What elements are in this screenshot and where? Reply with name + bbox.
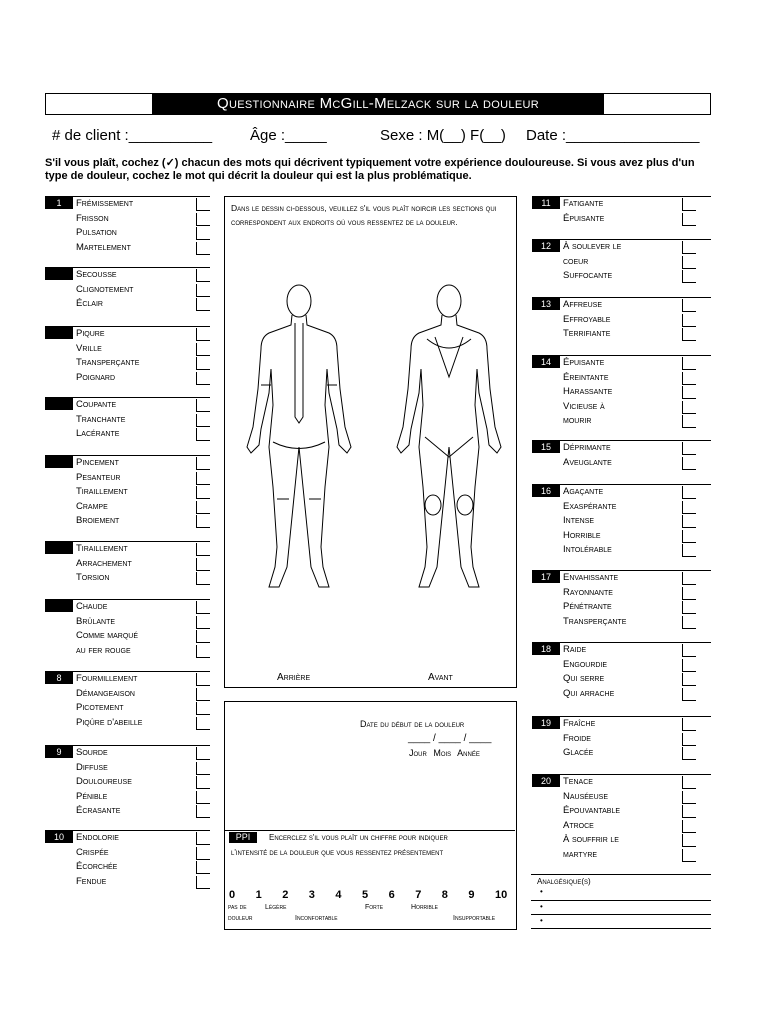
descriptor-word: Agaçante — [563, 486, 604, 497]
descriptor-word: Éreintante — [563, 371, 609, 383]
descriptor-checkbox[interactable] — [196, 791, 210, 804]
descriptor-word: Coupante — [76, 399, 117, 410]
descriptor-word: Exaspérante — [563, 500, 617, 512]
analgesic-bullet: • — [540, 902, 543, 911]
right-section — [532, 642, 711, 705]
section-number: 12 — [532, 240, 560, 252]
descriptor-checkbox[interactable] — [682, 372, 696, 385]
title-bar — [45, 93, 711, 115]
descriptor-word: Déprimante — [563, 442, 611, 453]
analgesic-label: Analgésique(s) — [537, 877, 591, 886]
descriptor-checkbox[interactable] — [682, 314, 696, 327]
descriptor-checkbox[interactable] — [196, 428, 210, 441]
descriptor-checkbox[interactable] — [196, 269, 210, 282]
descriptor-word: Engourdie — [563, 658, 608, 670]
descriptor-word: Écrasante — [76, 805, 121, 816]
descriptor-checkbox[interactable] — [196, 702, 210, 715]
ppi-anchor-pain: douleur — [228, 915, 253, 922]
descriptor-word: Qui arrache — [563, 687, 615, 699]
descriptor-word: Nauséeuse — [563, 790, 608, 802]
age-field[interactable]: Âge :_____ — [250, 127, 327, 144]
descriptor-checkbox[interactable] — [196, 558, 210, 571]
descriptor-word: Écorchée — [76, 861, 118, 872]
descriptor-checkbox[interactable] — [682, 587, 696, 600]
descriptor-word: mourir — [563, 415, 592, 426]
descriptor-word: Chaude — [76, 601, 108, 612]
descriptor-word: Fourmillement — [76, 673, 138, 684]
section-number: 18 — [532, 643, 560, 655]
descriptor-word: Vicieuse à — [563, 400, 605, 412]
page-title: Questionnaire McGill-Melzack sur la douleur — [152, 94, 604, 114]
instructions: S'il vous plaît, cochez (✓) chacun des mots qui décrivent typiquement votre expérience douloureuse. Si vous avez plus d'un type de douleur, cochez le mot qui décrit la douleur qui est la plus problématique. — [45, 157, 695, 182]
right-section — [532, 239, 711, 288]
descriptor-checkbox[interactable] — [682, 849, 696, 862]
onset-blanks[interactable]: ____ / ____ / ____ — [408, 733, 492, 744]
left-section — [45, 671, 210, 734]
descriptor-word: Douloureuse — [76, 776, 132, 787]
descriptor-checkbox[interactable] — [682, 198, 696, 211]
left-section — [45, 196, 210, 259]
descriptor-word: Piqure — [76, 328, 105, 339]
descriptor-word: Affreuse — [563, 299, 603, 310]
descriptor-word: Frémissement — [76, 198, 134, 209]
left-section — [45, 397, 210, 446]
descriptor-checkbox[interactable] — [682, 805, 696, 818]
descriptor-word: Transperçante — [76, 357, 140, 368]
descriptor-checkbox[interactable] — [196, 861, 210, 874]
onset-units: Jour Mois Année — [409, 748, 480, 758]
ppi-number[interactable]: 8 — [441, 889, 448, 901]
section-number: 19 — [532, 717, 560, 729]
descriptor-checkbox[interactable] — [682, 718, 696, 731]
descriptor-checkbox[interactable] — [196, 198, 210, 211]
ppi-number[interactable]: 0 — [229, 889, 236, 901]
onset-label: Date du début de la douleur — [360, 719, 465, 729]
descriptor-word: Pulsation — [76, 227, 117, 238]
descriptor-checkbox[interactable] — [682, 401, 696, 414]
descriptor-word: Tenace — [563, 776, 593, 787]
descriptor-checkbox[interactable] — [196, 616, 210, 629]
descriptor-word: Lacérante — [76, 428, 120, 439]
descriptor-word: martyre — [563, 848, 598, 860]
ppi-number[interactable]: 6 — [388, 889, 395, 901]
ppi-anchor-horrible: Horrible — [411, 904, 439, 911]
descriptor-word: Qui serre — [563, 673, 605, 684]
descriptor-checkbox[interactable] — [196, 762, 210, 775]
section-number — [45, 600, 73, 612]
left-section — [45, 541, 210, 590]
descriptor-word: Terrifiante — [563, 328, 611, 339]
descriptor-checkbox[interactable] — [196, 357, 210, 370]
descriptor-checkbox[interactable] — [196, 298, 210, 311]
descriptor-checkbox[interactable] — [196, 630, 210, 643]
descriptor-checkbox[interactable] — [196, 457, 210, 470]
descriptor-checkbox[interactable] — [682, 820, 696, 833]
body-figures[interactable] — [233, 277, 509, 627]
client-number-field[interactable]: # de client :__________ — [52, 127, 213, 144]
descriptor-word: Brûlante — [76, 615, 116, 627]
ppi-anchor-uncomfortable: Inconfortable — [295, 915, 338, 922]
analgesic-line[interactable] — [531, 900, 711, 901]
descriptor-word: Froide — [563, 732, 591, 744]
descriptor-checkbox[interactable] — [196, 284, 210, 297]
descriptor-word: Éclair — [76, 298, 103, 309]
left-section — [45, 599, 210, 662]
onset-ppi-box — [224, 701, 517, 930]
descriptor-word: Suffocante — [563, 270, 613, 281]
descriptor-checkbox[interactable] — [682, 415, 696, 428]
ppi-anchor-light: Légère — [265, 904, 287, 911]
descriptor-checkbox[interactable] — [682, 659, 696, 672]
descriptor-checkbox[interactable] — [196, 372, 210, 385]
section-number: 9 — [45, 746, 73, 758]
ppi-text-1: Encerclez s'il vous plaît un chiffre pour indiquer — [269, 833, 448, 842]
descriptor-checkbox[interactable] — [196, 242, 210, 255]
section-number — [45, 456, 73, 468]
body-diagram-box — [224, 196, 517, 688]
descriptor-word: Fraîche — [563, 718, 596, 729]
ppi-anchor-unbearable: Insupportable — [453, 915, 496, 922]
descriptor-checkbox[interactable] — [682, 733, 696, 746]
ppi-tag: PPI — [229, 832, 257, 843]
ppi-number[interactable]: 10 — [495, 889, 508, 901]
descriptor-checkbox[interactable] — [196, 601, 210, 614]
descriptor-word: À souffrir le — [563, 834, 619, 845]
date-field[interactable]: Date :________________ — [526, 127, 700, 144]
descriptor-word: Pincement — [76, 457, 119, 468]
ppi-number[interactable]: 7 — [415, 889, 422, 901]
section-number: 8 — [45, 672, 73, 684]
descriptor-word: Sourde — [76, 747, 108, 758]
section-number: 15 — [532, 441, 560, 453]
descriptor-checkbox[interactable] — [682, 486, 696, 499]
descriptor-word: Torsion — [76, 572, 110, 583]
descriptor-word: Endolorie — [76, 832, 119, 843]
descriptor-word: Poignard — [76, 371, 116, 383]
right-section — [532, 570, 711, 633]
descriptor-word: Martelement — [76, 241, 131, 253]
descriptor-checkbox[interactable] — [682, 501, 696, 514]
descriptor-word: Piqûre d'abeille — [76, 716, 143, 728]
descriptor-word: Arrachement — [76, 557, 132, 569]
descriptor-checkbox[interactable] — [196, 876, 210, 889]
descriptor-word: Intolérable — [563, 544, 612, 555]
section-number: 1 — [45, 197, 73, 209]
descriptor-word: Aveuglante — [563, 456, 612, 468]
left-section — [45, 830, 210, 893]
descriptor-word: Glacée — [563, 747, 594, 758]
descriptor-checkbox[interactable] — [682, 256, 696, 269]
descriptor-checkbox[interactable] — [682, 601, 696, 614]
descriptor-word: Raide — [563, 644, 587, 655]
analgesic-line[interactable] — [531, 914, 711, 915]
descriptor-checkbox[interactable] — [682, 213, 696, 226]
ppi-number[interactable]: 5 — [362, 889, 369, 901]
descriptor-checkbox[interactable] — [682, 673, 696, 686]
right-section — [532, 484, 711, 562]
descriptor-word: Pénible — [76, 790, 108, 802]
section-number — [45, 268, 73, 280]
section-number: 16 — [532, 485, 560, 497]
descriptor-checkbox[interactable] — [682, 747, 696, 760]
front-figure — [397, 285, 501, 587]
ppi-anchor-strong: Forte — [365, 904, 384, 911]
section-number: 17 — [532, 571, 560, 583]
descriptor-word: coeur — [563, 255, 589, 267]
descriptor-checkbox[interactable] — [196, 414, 210, 427]
left-section — [45, 267, 210, 316]
descriptor-checkbox[interactable] — [682, 688, 696, 701]
descriptor-checkbox[interactable] — [196, 832, 210, 845]
descriptor-checkbox[interactable] — [196, 572, 210, 585]
descriptor-word: Tiraillement — [76, 543, 128, 554]
descriptor-word: Effroyable — [563, 313, 611, 325]
descriptor-word: Épuisante — [563, 357, 605, 368]
descriptor-checkbox[interactable] — [682, 386, 696, 399]
descriptor-checkbox[interactable] — [196, 805, 210, 818]
descriptor-checkbox[interactable] — [682, 834, 696, 847]
descriptor-checkbox[interactable] — [682, 241, 696, 254]
descriptor-word: Transperçante — [563, 615, 627, 627]
ppi-number[interactable]: 3 — [308, 889, 315, 901]
analgesic-bullet: • — [540, 916, 543, 925]
descriptor-checkbox[interactable] — [196, 227, 210, 240]
descriptor-word: Fendue — [76, 875, 107, 887]
descriptor-word: Intense — [563, 515, 595, 526]
analgesic-line[interactable] — [531, 928, 711, 929]
descriptor-word: au fer rouge — [76, 644, 131, 656]
descriptor-checkbox[interactable] — [196, 543, 210, 556]
descriptor-checkbox[interactable] — [196, 343, 210, 356]
descriptor-word: Tranchante — [76, 413, 126, 425]
descriptor-checkbox[interactable] — [196, 501, 210, 514]
descriptor-checkbox[interactable] — [196, 645, 210, 658]
descriptor-word: Horrible — [563, 529, 601, 541]
right-section — [532, 774, 711, 866]
section-number — [45, 398, 73, 410]
right-section — [532, 355, 711, 433]
label-back: Arrière — [277, 672, 311, 683]
right-section — [532, 297, 711, 346]
descriptor-word: Vrille — [76, 342, 102, 354]
ppi-anchor-none: pas de — [228, 904, 247, 911]
descriptor-checkbox[interactable] — [682, 457, 696, 470]
descriptor-checkbox[interactable] — [196, 847, 210, 860]
analgesic-bullet: • — [540, 887, 543, 896]
descriptor-checkbox[interactable] — [682, 442, 696, 455]
back-figure — [247, 285, 351, 587]
descriptor-word: Fatigante — [563, 198, 604, 209]
descriptor-word: Frisson — [76, 212, 109, 224]
descriptor-word: Crispée — [76, 846, 109, 858]
section-number: 20 — [532, 775, 560, 787]
descriptor-checkbox[interactable] — [682, 544, 696, 557]
section-number: 11 — [532, 197, 560, 209]
section-number: 13 — [532, 298, 560, 310]
left-section — [45, 455, 210, 533]
descriptor-word: Diffuse — [76, 761, 108, 773]
descriptor-checkbox[interactable] — [682, 616, 696, 629]
descriptor-checkbox[interactable] — [682, 572, 696, 585]
descriptor-word: Démangeaison — [76, 687, 135, 699]
ppi-number[interactable]: 2 — [282, 889, 289, 901]
descriptor-word: Crampe — [76, 500, 108, 512]
descriptor-word: Épuisante — [563, 212, 605, 224]
descriptor-checkbox[interactable] — [682, 328, 696, 341]
descriptor-checkbox[interactable] — [682, 776, 696, 789]
ppi-text-2: l'intensité de la douleur que vous ressentez présentement — [231, 848, 444, 857]
descriptor-word: Rayonnante — [563, 586, 613, 598]
descriptor-word: Comme marqué — [76, 630, 138, 641]
section-number: 14 — [532, 356, 560, 368]
descriptor-checkbox[interactable] — [682, 515, 696, 528]
descriptor-checkbox[interactable] — [196, 399, 210, 412]
descriptor-checkbox[interactable] — [196, 688, 210, 701]
right-section — [532, 440, 711, 474]
right-section — [532, 196, 711, 230]
ppi-divider — [225, 830, 515, 831]
section-number — [45, 542, 73, 554]
ppi-number[interactable]: 4 — [335, 889, 342, 901]
descriptor-checkbox[interactable] — [196, 673, 210, 686]
ppi-number[interactable]: 9 — [468, 889, 475, 901]
right-section — [532, 716, 711, 765]
descriptor-word: Tiraillement — [76, 486, 128, 497]
descriptor-checkbox[interactable] — [196, 213, 210, 226]
descriptor-checkbox[interactable] — [682, 299, 696, 312]
descriptor-word: Harassante — [563, 386, 613, 397]
descriptor-checkbox[interactable] — [682, 357, 696, 370]
descriptor-word: Envahissante — [563, 572, 619, 583]
left-section — [45, 745, 210, 823]
descriptor-checkbox[interactable] — [682, 791, 696, 804]
descriptor-checkbox[interactable] — [196, 776, 210, 789]
descriptor-word: Secousse — [76, 269, 117, 280]
descriptor-checkbox[interactable] — [196, 328, 210, 341]
descriptor-checkbox[interactable] — [196, 747, 210, 760]
descriptor-word: Broiement — [76, 515, 120, 526]
descriptor-checkbox[interactable] — [196, 717, 210, 730]
section-number: 10 — [45, 831, 73, 843]
descriptor-word: Épouvantable — [563, 805, 621, 816]
descriptor-word: Clignotement — [76, 283, 134, 295]
descriptor-word: Picotement — [76, 702, 124, 713]
body-instructions: Dans le dessin ci-dessous, veuillez s'il vous plaît noircir les sections qui correspondent aux endroits où vous ressentez de la douleur. — [231, 203, 497, 227]
descriptor-word: Pénétrante — [563, 601, 612, 612]
sex-field[interactable]: Sexe : M(__) F(__) — [380, 127, 506, 144]
descriptor-checkbox[interactable] — [682, 270, 696, 283]
descriptor-word: Atroce — [563, 819, 594, 831]
descriptor-checkbox[interactable] — [196, 486, 210, 499]
left-section — [45, 326, 210, 389]
descriptor-checkbox[interactable] — [682, 644, 696, 657]
ppi-number[interactable]: 1 — [255, 889, 262, 901]
analgesic-divider — [531, 874, 711, 875]
label-front: Avant — [428, 672, 453, 683]
descriptor-word: À soulever le — [563, 241, 622, 252]
descriptor-checkbox[interactable] — [196, 515, 210, 528]
descriptor-checkbox[interactable] — [682, 530, 696, 543]
section-number — [45, 327, 73, 339]
descriptor-word: Pesanteur — [76, 471, 121, 483]
descriptor-checkbox[interactable] — [196, 472, 210, 485]
